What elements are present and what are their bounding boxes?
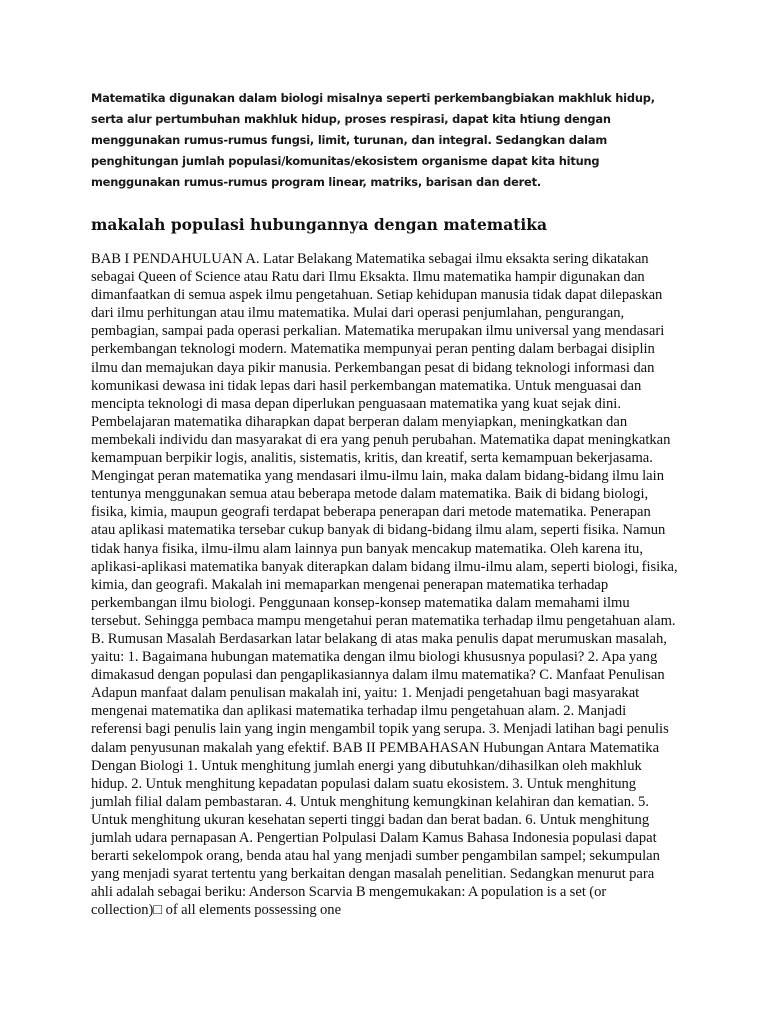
intro-paragraph: Matematika digunakan dalam biologi misalnya seperti perkembangbiakan makhluk hidup, serta alur pertumbuhan makhluk hidup, proses respirasi, dapat kita htiung dengan menggunakan rumus-rumus fungsi, limit, turunan, dan integral. Sedangkan dalam penghitungan jumlah populasi/komunitas/ekosistem organisme dapat kita hitung menggunakan rumus-rumus program linear, matriks, barisan dan deret. [91, 91, 655, 189]
body-paragraph: BAB I PENDAHULUAN A. Latar Belakang Matematika sebagai ilmu eksakta sering dikatakan sebagai Queen of Science atau Ratu dari Ilmu Eksakta. Ilmu matematika hampir digunakan dan dimanfaatkan di semua aspek ilmu pengetahuan. Setiap kehidupan manusia tidak dapat dilepaskan dari ilmu perhitungan atau ilmu matematika. Mulai dari operasi penjumlahan, pengurangan, pembagian, sampai pada operasi perkalian. Matematika merupakan ilmu universal yang mendasari perkembangan teknologi modern. Matematika mempunyai peran penting dalam berbagai disiplin ilmu dan memajukan daya pikir manusia. Perkembangan pesat di bidang teknologi informasi dan komunikasi dewasa ini tidak lepas dari hasil perkembangan matematika. Untuk menguasai dan mencipta teknologi di masa depan diperlukan penguasaan matematika yang kuat sejak dini. Pembelajaran matematika diharapkan dapat berperan dalam menyiapkan, meningkatkan dan membekali individu dan masyarakat di era yang penuh perubahan. Matematika dapat meningkatkan kemampuan berpikir logis, analitis, sistematis, kritis, dan kreatif, serta kemampuan bekerjasama. Mengingat peran matematika yang mendasari ilmu-ilmu lain, maka dalam bidang-bidang ilmu lain tentunya menggunakan semua atau beberapa metode dalam matematika. Baik di bidang biologi, fisika, kimia, maupun geografi terdapat beberapa penerapan dari metode matematika. Penerapan atau aplikasi matematika tersebar cukup banyak di bidang-bidang ilmu alam, seperti fisika. Namun tidak hanya fisika, ilmu-ilmu alam lainnya pun banyak mencakup matematika. Oleh karena itu, aplikasi-aplikasi matematika banyak diterapkan dalam bidang ilmu-ilmu alam, seperti biologi, fisika, kimia, dan geografi. Makalah ini memaparkan mengenai penerapan matematika terhadap perkembangan ilmu biologi. Penggunaan konsep-konsep matematika dalam memahami ilmu tersebut. Sehingga pembaca mampu mengetahui peran matematika terhadap ilmu pengetahuan alam. B. Rumusan Masalah Berdasarkan latar belakang di atas maka penulis dapat merumuskan masalah, yaitu: 1. Bagaimana hubungan matematika dengan ilmu biologi khususnya populasi? 2. Apa yang dimakasud dengan populasi dan pengaplikasiannya dalam ilmu matematika? C. Manfaat Penulisan Adapun manfaat dalam penulisan makalah ini, yaitu: 1. Menjadi pengetahuan bagi masyarakat mengenai matematika dan aplikasi matematika terhadap ilmu pengetahuan alam. 2. Manjadi referensi bagi penulis lain yang ingin mengambil topik yang serupa. 3. Menjadi latihan bagi penulis dalam penyusunan makalah yang efektif. BAB II PEMBAHASAN Hubungan Antara Matematika Dengan Biologi 1. Untuk menghitung jumlah energi yang dibutuhkan/dihasilkan oleh makhluk hidup. 2. Untuk menghitung kepadatan populasi dalam suatu ekosistem. 3. Untuk menghitung jumlah filial dalam pembastaran. 4. Untuk menghitung kemungkinan kelahiran dan kematian. 5. Untuk menghitung ukuran kesehatan seperti tinggi badan dan berat badan. 6. Untuk menghitung jumlah udara pernapasan A. Pengertian Polpulasi Dalam Kamus Bahasa Indonesia populasi dapat berarti sekelompok orang, benda atau hal yang menjadi sumber pengambilan sampel; sekumpulan yang menjadi syarat tertentu yang berkaitan dengan masalah penelitian. Sedangkan menurut para ahli adalah sebagai beriku: Anderson Scarvia B mengemukakan: A population is a set (or collection)□ of all elements possessing one [91, 251, 678, 919]
article-heading: makalah populasi hubungannya dengan matematika [91, 215, 548, 234]
